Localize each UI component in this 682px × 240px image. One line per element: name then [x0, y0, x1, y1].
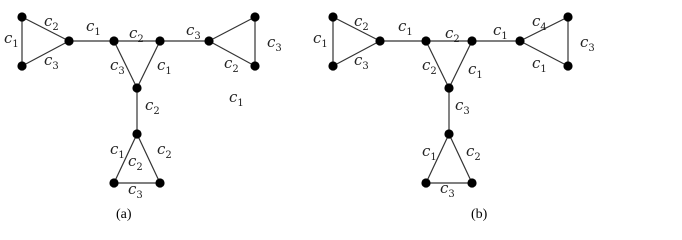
- edge-color-label: $c_2$: [445, 24, 460, 45]
- vertex-L1: [17, 12, 26, 21]
- edge-color-label: $c_2$: [129, 24, 144, 45]
- edge-color-label: $c_1$: [157, 56, 172, 77]
- vertex-R3: [563, 61, 572, 70]
- edge-color-label: $c_3$: [440, 179, 455, 200]
- edge-color-label: $c_3$: [44, 51, 59, 72]
- edge-color-label: $c_3$: [110, 56, 125, 77]
- edge-color-label: $c_1$: [493, 21, 508, 42]
- edge-R1-R2: [209, 17, 255, 41]
- panel-a: [4, 12, 282, 201]
- edge-color-label: $c_3$: [128, 180, 143, 201]
- caption-b: (b): [471, 207, 488, 222]
- vertex-B2: [109, 178, 118, 187]
- edge-R1-R3: [520, 41, 568, 66]
- edge-color-label: $c_1$: [110, 140, 125, 161]
- edge-color-label: $c_2$: [354, 12, 369, 33]
- edge-color-label: $c_1$: [313, 29, 328, 50]
- vertex-R1: [515, 36, 524, 45]
- edge-color-label: $c_3$: [354, 51, 369, 72]
- vertex-R2: [563, 12, 572, 21]
- edge-color-label: $c_3$: [580, 33, 595, 54]
- vertex-R1: [204, 36, 213, 45]
- edge-color-label: $c_3$: [186, 21, 201, 42]
- vertex-C2: [155, 36, 164, 45]
- edge-color-label: $c_4$: [532, 12, 547, 33]
- vertex-R3: [250, 61, 259, 70]
- vertex-L3: [64, 36, 73, 45]
- vertex-L2: [17, 61, 26, 70]
- edge-color-label: $c_1$: [229, 88, 244, 109]
- caption-a: (a): [116, 207, 132, 222]
- edge-color-label: $c_2$: [128, 152, 143, 173]
- vertex-B2: [421, 178, 430, 187]
- edge-color-label: $c_3$: [267, 33, 282, 54]
- vertex-B3: [155, 178, 164, 187]
- edge-color-label: $c_2$: [422, 56, 437, 77]
- vertex-C3: [132, 83, 141, 92]
- edge-color-label: $c_2$: [157, 140, 172, 161]
- vertex-B1: [444, 129, 453, 138]
- edge-color-label: $c_1$: [422, 142, 437, 163]
- vertex-L2: [328, 61, 337, 70]
- vertex-L1: [328, 12, 337, 21]
- panel-b: [313, 12, 595, 200]
- vertex-C1: [421, 36, 430, 45]
- edge-color-label: $c_2$: [44, 12, 59, 33]
- edge-color-label: $c_1$: [398, 17, 413, 38]
- edge-color-label: $c_1$: [4, 29, 19, 50]
- edge-color-label: $c_2$: [466, 142, 481, 163]
- vertex-B3: [467, 178, 476, 187]
- vertex-L3: [375, 36, 384, 45]
- vertex-C3: [444, 83, 453, 92]
- vertex-C1: [109, 36, 118, 45]
- edge-color-label: $c_2$: [224, 54, 239, 75]
- vertex-C2: [467, 36, 476, 45]
- edge-color-label: $c_1$: [86, 17, 101, 38]
- edge-color-label: $c_1$: [532, 54, 547, 75]
- edge-color-label: $c_1$: [468, 60, 483, 81]
- edge-color-label: $c_3$: [455, 96, 470, 117]
- vertex-B1: [132, 129, 141, 138]
- edge-color-label: $c_2$: [145, 96, 160, 117]
- vertex-R2: [250, 12, 259, 21]
